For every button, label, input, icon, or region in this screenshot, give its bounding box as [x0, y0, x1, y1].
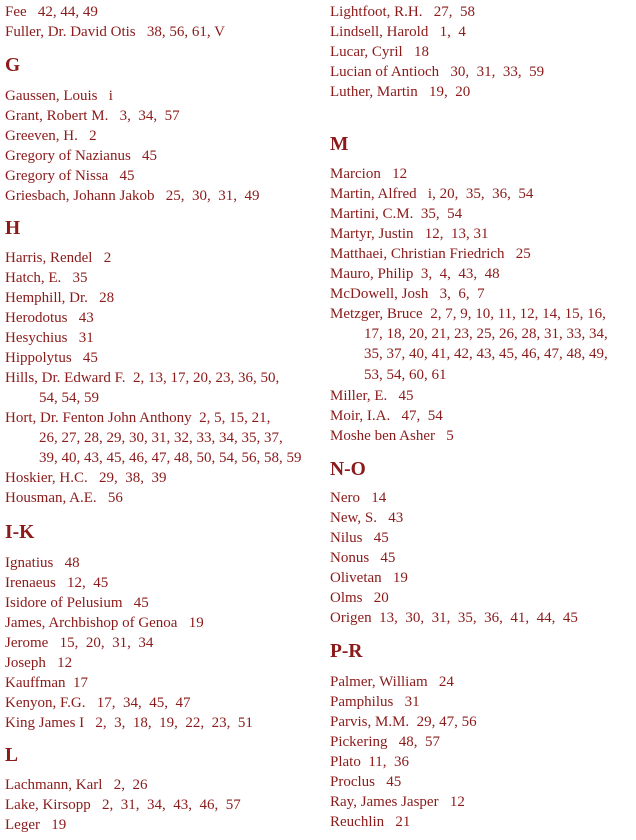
index-entry: Lightfoot, R.H. 27, 58	[330, 4, 475, 20]
index-entry: James, Archbishop of Genoa 19	[5, 615, 204, 631]
section-letter-heading: N-O	[330, 459, 366, 480]
index-entry: Lucian of Antioch 30, 31, 33, 59	[330, 64, 545, 80]
section-letter-heading: M	[330, 134, 349, 155]
index-entry: Hoskier, H.C. 29, 38, 39	[5, 470, 167, 486]
section-letter-heading: H	[5, 218, 21, 239]
index-entry: Nonus 45	[330, 550, 396, 566]
section-letter-heading: L	[5, 745, 19, 766]
index-entry: Proclus 45	[330, 774, 402, 790]
index-entry: Jerome 15, 20, 31, 34	[5, 635, 154, 651]
index-entry: Ray, James Jasper 12	[330, 794, 465, 810]
index-entry: Matthaei, Christian Friedrich 25	[330, 246, 531, 262]
index-entry: Lake, Kirsopp 2, 31, 34, 43, 46, 57	[5, 797, 241, 813]
index-entry: Hills, Dr. Edward F. 2, 13, 17, 20, 23, 36, 50, 54, 54, 59	[5, 370, 280, 407]
index-entry: Plato 11, 36	[330, 754, 410, 770]
section-letter-heading: P-R	[330, 641, 363, 662]
index-entry: New, S. 43	[330, 510, 404, 526]
index-entry: Herodotus 43	[5, 310, 94, 326]
index-entry: McDowell, Josh 3, 6, 7	[330, 286, 485, 302]
index-entry: Kauffman 17	[5, 675, 89, 691]
index-entry: Irenaeus 12, 45	[5, 575, 109, 591]
index-entry: Martin, Alfred i, 20, 35, 36, 54	[330, 186, 534, 202]
index-entry: Moir, I.A. 47, 54	[330, 408, 443, 424]
index-entry: Gaussen, Louis i	[5, 88, 113, 104]
index-entry: Hort, Dr. Fenton John Anthony 2, 5, 15, 21, 26, 27, 28, 29, 30, 31, 32, 33, 34, 35, 37, 39, 40, 43, 45, 46, 47, 48, 50, 54, 56, 58, 59	[5, 410, 302, 467]
index-entry: Leger 19	[5, 817, 67, 833]
index-entry: Fuller, Dr. David Otis 38, 56, 61, V	[5, 24, 225, 40]
index-entry: Joseph 12	[5, 655, 73, 671]
index-entry: Pickering 48, 57	[330, 734, 440, 750]
index-entry: Marcion 12	[330, 166, 408, 182]
index-entry: Palmer, William 24	[330, 674, 454, 690]
index-entry: Hesychius 31	[5, 330, 94, 346]
index-entry: Lindsell, Harold 1, 4	[330, 24, 466, 40]
index-entry: Greeven, H. 2	[5, 128, 97, 144]
index-entry: Origen 13, 30, 31, 35, 36, 41, 44, 45	[330, 610, 578, 626]
index-entry: Kenyon, F.G. 17, 34, 45, 47	[5, 695, 191, 711]
index-entry: Nero 14	[330, 490, 387, 506]
section-letter-heading: G	[5, 55, 21, 76]
index-entry: Lucar, Cyril 18	[330, 44, 429, 60]
index-entry: Olms 20	[330, 590, 389, 606]
index-entry: Gregory of Nissa 45	[5, 168, 135, 184]
index-entry: Parvis, M.M. 29, 47, 56	[330, 714, 477, 730]
index-entry: Griesbach, Johann Jakob 25, 30, 31, 49	[5, 188, 260, 204]
index-entry: Miller, E. 45	[330, 388, 414, 404]
index-entry: Martini, C.M. 35, 54	[330, 206, 463, 222]
index-entry: Reuchlin 21	[330, 814, 411, 830]
index-entry: Hatch, E. 35	[5, 270, 88, 286]
index-entry: Housman, A.E. 56	[5, 490, 123, 506]
index-entry: Martyr, Justin 12, 13, 31	[330, 226, 489, 242]
index-entry: Fee 42, 44, 49	[5, 4, 98, 20]
index-entry: Mauro, Philip 3, 4, 43, 48	[330, 266, 500, 282]
index-entry: Ignatius 48	[5, 555, 80, 571]
index-entry: Gregory of Nazianus 45	[5, 148, 158, 164]
index-entry: King James I 2, 3, 18, 19, 22, 23, 51	[5, 715, 253, 731]
index-entry: Olivetan 19	[330, 570, 408, 586]
index-entry: Metzger, Bruce 2, 7, 9, 10, 11, 12, 14, 15, 16, 17, 18, 20, 21, 23, 25, 26, 28, 31, 33, 34, 35, 37, 40, 41, 42, 43, 45, 46, 47, 48, 49, 53, 54, 60, 61	[330, 306, 608, 383]
index-entry: Luther, Martin 19, 20	[330, 84, 471, 100]
index-entry: Moshe ben Asher 5	[330, 428, 454, 444]
index-entry: Lachmann, Karl 2, 26	[5, 777, 148, 793]
index-entry: Hippolytus 45	[5, 350, 98, 366]
index-entry: Harris, Rendel 2	[5, 250, 112, 266]
index-entry: Nilus 45	[330, 530, 389, 546]
section-letter-heading: I-K	[5, 522, 35, 543]
index-entry: Isidore of Pelusium 45	[5, 595, 149, 611]
index-entry: Hemphill, Dr. 28	[5, 290, 115, 306]
index-entry: Pamphilus 31	[330, 694, 420, 710]
index-entry: Grant, Robert M. 3, 34, 57	[5, 108, 180, 124]
